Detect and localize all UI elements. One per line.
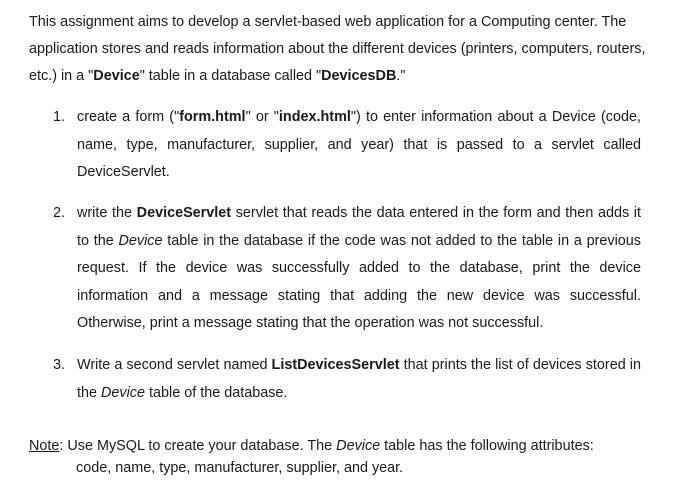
index-html-filename: index.html: [278, 109, 351, 125]
list-devices-servlet-name: ListDevicesServlet: [271, 357, 400, 373]
device-servlet-name: DeviceServlet: [136, 205, 232, 221]
note-text-1: : Use MySQL to create your database. The: [59, 438, 337, 454]
note-paragraph: [29, 435, 641, 479]
task-text: [77, 200, 641, 338]
task-text-part: table of the database.: [145, 384, 288, 401]
task-text-part: servlet that reads the data entered in the form and then adds it to the: [77, 205, 641, 249]
device-table-name: Device: [93, 68, 140, 84]
task-text-part: " or ": [245, 109, 279, 125]
intro-paragraph: [29, 9, 659, 90]
task-number: 2.: [53, 205, 66, 221]
database-name: DevicesDB: [321, 68, 397, 84]
note-label: Note: [29, 438, 60, 454]
device-table-name: Device: [118, 232, 163, 249]
task-text: [77, 352, 641, 407]
device-table-name: Device: [336, 438, 381, 454]
intro-text-2: " table in a database called ": [139, 68, 322, 84]
task-text-part: create a form (": [77, 109, 180, 125]
task-text-part: Write a second servlet named: [77, 357, 272, 373]
task-number: 3.: [53, 357, 66, 373]
intro-text-3: .": [396, 68, 406, 84]
task-text: [77, 104, 641, 187]
task-text-part: write the: [77, 205, 137, 221]
task-text-part: that prints the list of devices stored in the: [77, 357, 641, 401]
device-table-name: Device: [101, 384, 146, 401]
form-html-filename: form.html: [179, 109, 246, 125]
note-text-2: table has the following attributes:: [380, 438, 594, 454]
task-text-part: table in the database if the code was not added to the table in a previous request. If the device was successfully added to the database, print the device information and a message stating that adding the new device was successful. Otherwise, print a message stating that the operation was not successful.: [77, 232, 641, 331]
task-text-part: ") to enter information about a Device (code, name, type, manufacturer, supplier, and year) that is passed to a servlet called DeviceServlet.: [77, 109, 641, 180]
note-attributes: code, name, type, manufacturer, supplier, and year.: [76, 460, 404, 476]
intro-text-1: This assignment aims to develop a servlet-based web application for a Computing center. The application stores and reads information about the different devices (printers, computers, routers, etc.) in a ": [29, 14, 646, 84]
task-number: 1.: [53, 109, 66, 125]
